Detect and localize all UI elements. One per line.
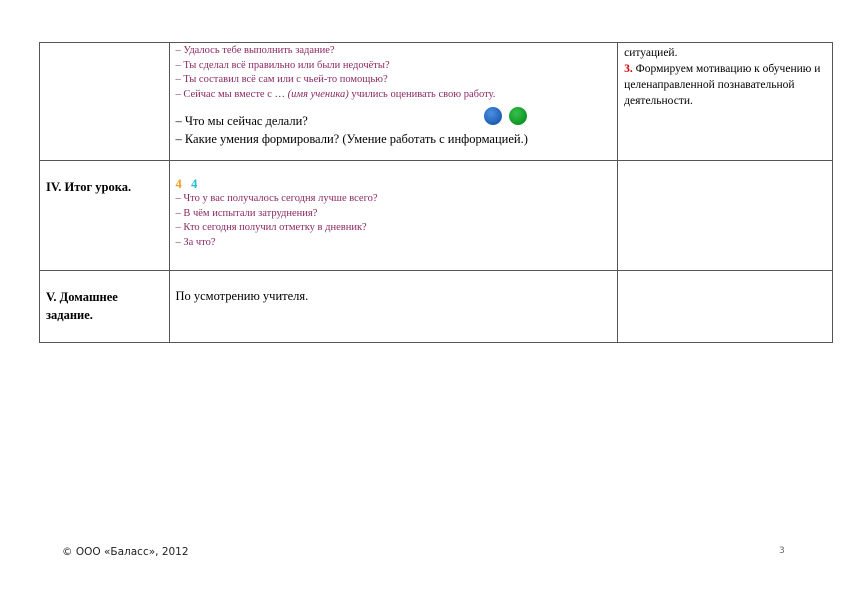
goal-cell: [618, 43, 833, 161]
content-cell-homework: [170, 271, 618, 343]
question-line: – За что?: [175, 236, 216, 248]
stage-cell-empty: [40, 43, 170, 161]
goal-text: [624, 45, 826, 109]
content-cell-reflection: [170, 43, 618, 161]
table-row-homework: [40, 271, 833, 343]
question-line: – Что у вас получалось сегодня лучше всего?: [175, 193, 378, 204]
table-row-summary: [40, 161, 833, 271]
footer-copyright: © ООО «Баласс», 2012: [62, 546, 189, 558]
number-orange: 4: [175, 177, 182, 191]
goal-cell-empty: [618, 271, 833, 343]
goal-description: Формируем мотивацию к обучению и целенаправленной познавательной деятельности.: [624, 63, 821, 107]
question-suffix: учились оценивать свою работу.: [348, 88, 496, 100]
question-prefix: – Сейчас мы вместе с …: [175, 88, 288, 100]
goal-line-1: ситуацией.: [624, 47, 678, 59]
goal-cell-empty: [618, 161, 833, 271]
stage-cell: [40, 161, 170, 271]
table-row-reflection: [40, 43, 833, 161]
question-line: [175, 88, 612, 103]
question-line: – Ты сделал всё правильно или были недочёты?: [175, 59, 390, 71]
question-line: – Кто сегодня получил отметку в дневник?: [175, 222, 367, 233]
question-line: – Удалось тебе выполнить задание?: [175, 45, 335, 56]
stage-title: IV. Итог урока.: [46, 180, 132, 194]
page-number: 3: [779, 546, 785, 556]
question-line-large: – Что мы сейчас делали?: [175, 114, 308, 128]
stage-cell: [40, 271, 170, 343]
question-italic: (имя ученика): [287, 88, 349, 100]
question-line: – В чём испытали затруднения?: [175, 207, 318, 219]
question-line-large: – Какие умения формировали? (Умение работать с информацией.): [175, 131, 528, 146]
stage-title: V. Домашнее задание.: [46, 290, 118, 322]
lesson-table: [39, 42, 833, 343]
number-cyan: 4: [191, 177, 198, 191]
lesson-numbers: [175, 177, 612, 192]
question-line: – Ты составил всё сам или с чьей-то помощью?: [175, 74, 388, 85]
goal-number: 3.: [624, 63, 633, 75]
content-cell-summary: [170, 161, 618, 271]
homework-text: По усмотрению учителя.: [175, 289, 309, 303]
